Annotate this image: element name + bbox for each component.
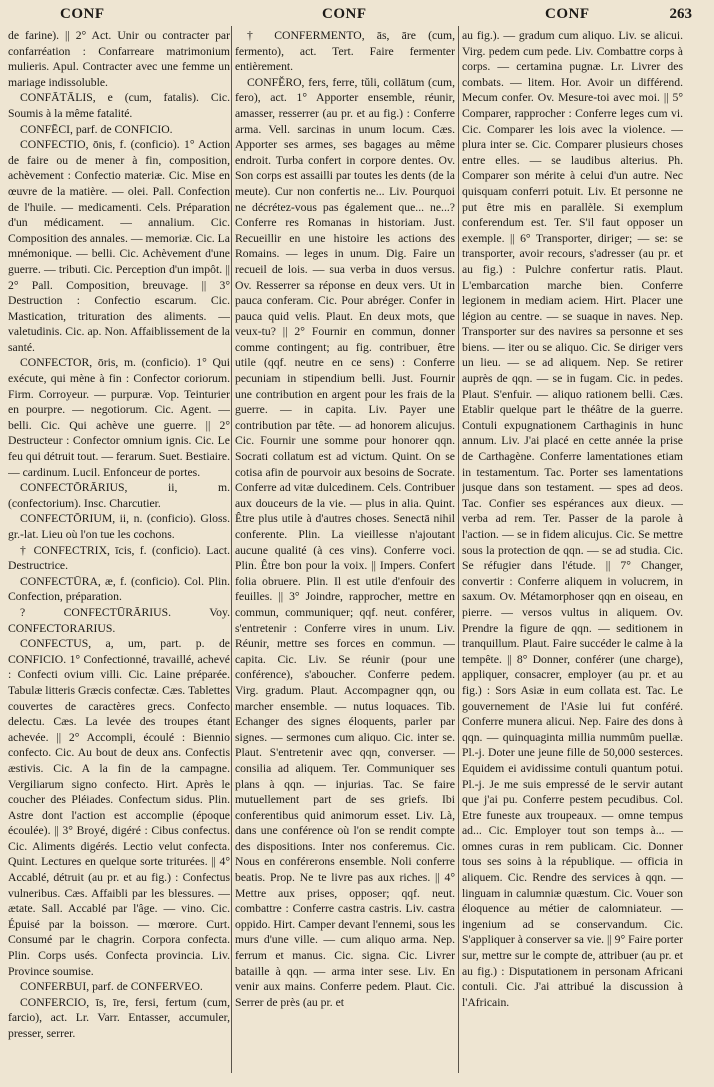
- entry: CONFECTUS, a, um, part. p. de CONFICIO. 1° Confectionné, travaillé, achevé : Confecti ovium villi. Cic. Laine préparée. Tabulæ litteris Græcis confectæ. Cæs. Tablettes couvertes de caractères grecs. Confecto delectu. Cæs. La levée des troupes étant achevée. || 2° Accompli, écoulé : Biennio confecto. Cic. Au bout de deux ans. Confectis æstivis. Cic. A la fin de la campagne. Vergiliarum signo confecto. Hirt. Après le coucher des Pléiades. Confectum sidus. Plin. Astre dont l'action est accomplie (époque écoulée). || 3° Broyé, digéré : Cibus confectus. Cic. Aliments digérés. Lectio velut confecta. Quint. Lectures en quelque sorte triturées. || 4° Accablé, détruit (au pr. et au fig.) : Confectus vulneribus. Cæs. Affaibli par les blessures. — ætate. Sall. Accablé par l'âge. — vino. Cic. Épuisé par la boisson. — mœrore. Curt. Consumé par le chagrin. Corpora confecta. Plin. Corps usés. Confecta provincia. Liv. Province soumise.: [8, 637, 230, 978]
- column-rule-2: [458, 26, 459, 1073]
- entry: CONFECTŪRA, æ, f. (conficio). Col. Plin. Confection, préparation.: [8, 574, 230, 604]
- column-1: [8, 28, 230, 1081]
- entry: CONFECTŌRIUM, ii, n. (conficio). Gloss. gr.-lat. Lieu où l'on tue les cochons.: [8, 512, 230, 541]
- running-head-left: CONF: [60, 6, 105, 22]
- entry: CONFECTOR, ōris, m. (conficio). 1° Qui exécute, qui mène à fin : Confector coriorum. Firm. Corroyeur. — purpuræ. Vop. Teinturier en pourpre. — negotiorum. Cic. Agent. — belli. Cic. Qui achève une guerre. || 2° Destructeur : Confector omnium ignis. Cic. Le feu qui détruit tout. — ferarum. Suet. Bestiaire. — cardinum. Lucil. Enfonceur de portes.: [8, 356, 230, 479]
- entry: de farine). || 2° Act. Unir ou contracter par confarréation : Confarreare matrimonium mulieris. Apul. Contracter avec une femme un mariage indissoluble.: [8, 29, 230, 89]
- entry: CONFĔRO, fers, ferre, tŭli, collātum (cum, fero), act. 1° Apporter ensemble, réunir, amasser, resserrer (au pr. et au fig.) : Conferre arma. Vell. sarcinas in unum locum. Cæs. Apporter ses armes, ses bagages au même endroit. Turba confert in corpore dentes. Ov. Son corps est assailli par toutes les dents (de la meute). Cur non confertis ne... Liv. Pourquoi ne décrétez-vous pas également que... ne...? Conferre res Romanas in historiam. Just. Recueillir en une histoire les actions des Romains. — leges in unum. Dig. Faire un recueil de lois. — sua verba in duos versus. Ov. Resserrer sa réponse en deux vers. Ut in pauca conferam. Cic. Pour abréger. Confer in pauca quid velis. Plaut. En deux mots, que veux-tu? || 2° Fournir en commun, donner comme contingent; au fig. contribuer, être utile (qqf. neutre en ce sens) : Conferre pecuniam in stipendium belli. Just. Fournir une contribution en argent pour les frais de la guerre. — in capita. Liv. Payer une contribution par tête. — ad honorem alicujus. Cic. Fournir une somme pour honorer qqn. Socrati collatum est ad victum. Quint. On se cotisa afin de pourvoir aux besoins de Socrate. Conferre ad vitæ dulcedinem. Cels. Contribuer aux douceurs de la vie. — plus in alia. Quint. Être plus utile à d'autres choses. Senectā nihil conferente. Plin. La vieillesse n'ajoutant aucune qualité (à ces vins). Conferre voci. Plin. Être bon pour la voix. || Impers. Confert folia obruere. Plin. Il est utile d'enfouir des feuilles. || 3° Joindre, rapprocher, mettre en commun, communiquer; qqf. neut. conférer, s'entretenir : Conferre vires in unum. Liv. Réunir, mettre ses forces en commun. — capita. Cic. Liv. Se réunir (pour une conférence), s'aboucher. Conferre pedem. Virg. gradum. Plaut. Accompagner qqn, ou marcher ensemble. — nutus loquaces. Tib. Echanger des signes éloquents, parler par signes. — sermones cum aliquo. Cic. inter se. Plaut. S'entretenir avec qqn, converser. — consilia ad aliquem. Ter. Communiquer ses plans à qqn. — injurias. Tac. Se faire mutuellement part de ses griefs. Ibi conferentibus quid animorum esset. Liv. Là, dans une conférence où l'on se rendit compte des dispositions. Inter nos conferemus. Cic. Nous en conférerons ensemble. Noli conferre beatis. Prop. Ne te livre pas aux riches. || 4° Mettre aux prises, opposer; qqf. neut. combattre : Conferre castra castris. Liv. castra oppido. Hirt. Camper devant l'ennemi, sous les murs d'une ville. — cum aliquo arma. Nep. ferrum et manus. Cic. signa. Cic. Livrer bataille à qqn. — arma inter sese. Liv. En venir aux mains. Conferre pedem. Plaut. Cic. Serrer de près (au pr. et: [235, 75, 455, 1009]
- entry: † CONFERMENTO, ās, āre (cum, fermento), act. Tert. Faire fermenter entièrement.: [235, 29, 455, 74]
- entry: † CONFECTRIX, īcis, f. (conficio). Lact. Destructrice.: [8, 543, 230, 573]
- entry: CONFECTŌRĀRIUS, ii, m. (confectorium). Insc. Charcutier.: [8, 481, 230, 510]
- column-3: [462, 28, 683, 1081]
- page-number: 263: [669, 6, 692, 22]
- entry: ? CONFECTŪRĀRIUS. Voy. CONFECTORARIUS.: [8, 605, 230, 635]
- entry: CONFĀTĀLIS, e (cum, fatalis). Cic. Soumis à la même fatalité.: [8, 91, 230, 120]
- entry: CONFERBUI, parf. de CONFERVEO.: [20, 980, 203, 994]
- column-2: [235, 28, 455, 1081]
- entry: CONFĒCI, parf. de CONFICIO.: [20, 122, 173, 136]
- entry: au fig.). — gradum cum aliquo. Liv. se alicui. Virg. pedem cum pede. Liv. Combattre corps à corps. — certamina pugnæ. Lr. Livrer des combats. — litem. Hor. Avoir un différend. Mecum confer. Ov. Mesure-toi avec moi. || 5° Comparer, rapprocher : Conferre leges cum vi. Cic. Comparer les lois avec la violence. — plura inter se. Cic. Comparer plusieurs choses entre elles. — se laudibus alterius. Ph. Comparer son mérite à celui d'un autre. Nec quisquam conferri potuit. Liv. Et personne ne put être mis en parallèle. Si exemplum conferendum est. Ter. S'il faut opposer un exemple. || 6° Transporter, diriger; — se: se transporter, avoir recours, s'adresser (au pr. et au fig.) : Pulchre confertur ratis. Plaut. L'embarcation marche bien. Conferre legionem in mediam aciem. Hirt. Placer une légion au centre. — se suaque in naves. Nep. Transporter sur des navires sa personne et ses biens. — iter ou se aliquo. Cic. Se diriger vers un lieu. — se ad aliquem. Nep. Se retirer auprès de qqn. — se in fugam. Cic. in pedes. Plaut. S'enfuir. — aliquo rationem belli. Cæs. Etablir quelque part le théâtre de la guerre. Contuli expugnationem Carthaginis in hunc annum. Liv. J'ai placé en cette année la prise de Carthagène. Conferre lamentationes etiam in testamentum. Tac. Porter ses lamentations jusque dans son testament. — spes ad deos. Tac. Confier ses espérances aux dieux. — verba ad rem. Ter. Passer de la parole à l'action. — se in fidem alicujus. Cic. Se mettre sous la protection de qqn. — se ad studia. Cic. Se réfugier dans l'étude. || 7° Changer, convertir : Conferre aliquem in volucrem, in saxum. Ov. Métamorphoser qqn en oiseau, en pierre. — versos vultus in aliquem. Ov. Prendre la figure de qqn. — seditionem in tranquillum. Plaut. Faire succéder le calme à la tempête. || 8° Donner, conférer (une charge), appliquer, consacrer, employer (au pr. et au fig.) : Sors Asiæ in eum collata est. Tac. Le gouvernement de l'Asie lui fut conféré. Conferre munera alicui. Nep. Faire des dons à qqn. — quinquaginta millia nummûm puellæ. Pl.-j. Doter une jeune fille de 50,000 sesterces. Equidem ei avidissime contuli quantum potui. Pl.-j. Je me suis empressé de le servir autant que j'ai pu. Conferre pestem pecudibus. Col. Etre funeste aux troupeaux. — omne tempus ad... Cic. Employer tout son temps à... — omnes curas in rem publicam. Cic. Donner tous ses soins à la république. — officia in aliquem. Cic. Rendre des services à qqn. — linguam in calumniæ quæstum. Cic. Vouer son éloquence au métier de calomniateur. — ingenium ad se conservandum. Cic. S'appliquer à conserver sa vie. || 9° Faire porter sur, mettre sur le compte de, attribuer (au pr. et au fig.) : Disputationem in personam Africani contuli. Cic. J'ai attribué la discussion à l'Africain.: [462, 29, 683, 1009]
- entry: CONFECTIO, ōnis, f. (conficio). 1° Action de faire ou de mener à fin, composition, achèvement : Confectio materiæ. Cic. Mise en œuvre de la matière. — olei. Pall. Confection de l'huile. — medicamenti. Cels. Préparation d'un médicament. — annalium. Cic. Composition des annales. — memoriæ. Cic. La mnémonique. — belli. Cic. Achèvement d'une guerre. — tributi. Cic. Perception d'un impôt. || 2° Pall. Composition, breuvage. || 3° Destruction : Confectio escarum. Cic. Mastication, trituration des aliments. — valetudinis. Cic. ap. Non. Affaiblissement de la santé.: [8, 138, 230, 354]
- page-header: [0, 0, 714, 30]
- column-rule-1: [231, 26, 232, 1073]
- entry: CONFERCIO, īs, īre, fersi, fertum (cum, farcio), act. Lr. Varr. Entasser, accumuler, presser, serrer.: [8, 995, 230, 1040]
- running-head-center: CONF: [322, 6, 367, 22]
- running-head-right: CONF: [545, 6, 590, 22]
